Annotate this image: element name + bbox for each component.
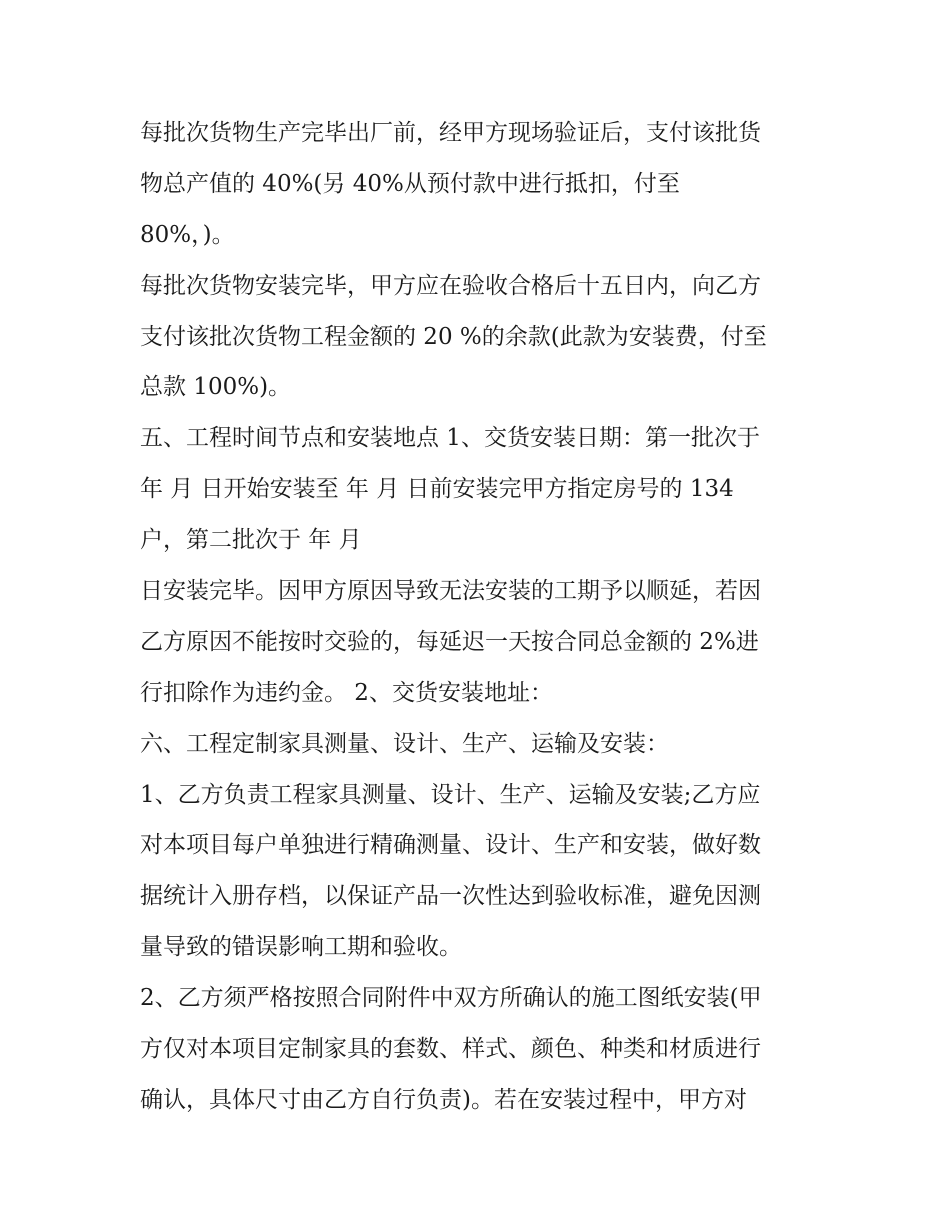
text-line: 2、乙方须严格按照合同附件中双方所确认的施工图纸安装(甲 <box>140 985 762 1012</box>
text-line: 量导致的错误影响工期和验收。 <box>140 934 462 961</box>
text-line: 80%，)。 <box>140 221 235 248</box>
text-line: 方仅对本项目定制家具的套数、样式、颜色、种类和材质进行 <box>140 1036 761 1063</box>
text-line: 每批次货物生产完毕出厂前，经甲方现场验证后，支付该批货 <box>140 120 761 146</box>
text-line: 每批次货物安装完毕，甲方应在验收合格后十五日内，向乙方 <box>140 272 761 299</box>
text-line: 六、工程定制家具测量、设计、生产、运输及安装： <box>140 730 669 757</box>
text-line: 五、工程时间节点和安装地点 1、交货安装日期：第一批次于 <box>140 425 760 452</box>
text-line: 乙方原因不能按时交验的，每延迟一天按合同总金额的 2%进 <box>140 628 759 655</box>
text-line: 物总产值的 40%(另 40%从预付款中进行抵扣，付至 <box>140 170 680 197</box>
text-line: 对本项目每户单独进行精确测量、设计、生产和安装，做好数 <box>140 832 761 859</box>
text-line: 确认，具体尺寸由乙方自行负责)。若在安装过程中，甲方对 <box>140 1086 747 1113</box>
text-line: 日安装完毕。因甲方原因导致无法安装的工期予以顺延，若因 <box>140 578 761 605</box>
text-line: 1、乙方负责工程家具测量、设计、生产、运输及安装;乙方应 <box>140 781 761 808</box>
text-line: 年 月 日开始安装至 年 月 日前安装完甲方指定房号的 134 <box>140 476 734 503</box>
text-line: 行扣除作为违约金。 2、交货安装地址： <box>140 679 553 706</box>
text-line: 支付该批次货物工程金额的 20 %的余款(此款为安装费，付至 <box>140 323 767 350</box>
document-body <box>140 108 820 1126</box>
text-line: 据统计入册存档，以保证产品一次性达到验收标准，避免因测 <box>140 883 761 910</box>
text-line: 户，第二批次于 年 月 <box>140 527 362 554</box>
text-line: 总款 100%)。 <box>140 374 292 401</box>
